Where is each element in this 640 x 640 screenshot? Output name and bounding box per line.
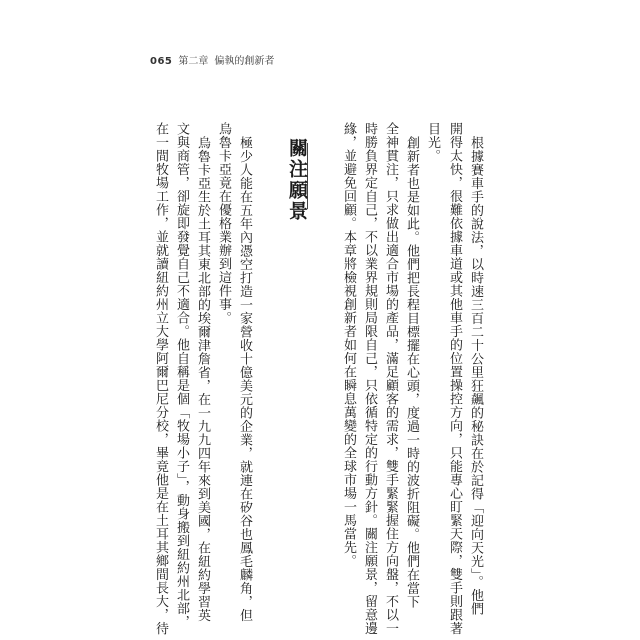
- section-heading: 關注願景: [286, 138, 308, 222]
- text-column: 在一間牧場工作，並就讀紐約州立大學阿爾巴尼分校，畢竟他是在土耳其鄉間長大，待: [153, 122, 168, 635]
- running-header: [150, 52, 274, 67]
- text-column: 文與商管，卻旋即發覺自己不適合。他自稱是個「牧場小子」，動身搬到紐約州北部，: [174, 122, 189, 629]
- text-column: 極少人能在五年內憑空打造一家營收十億美元的企業，就連在矽谷也鳳毛麟角，但: [237, 136, 252, 622]
- text-column: 全神貫注，只求做出適合市場的產品，滿足顧客的需求，雙手緊緊握住方向盤，不以一: [383, 122, 398, 635]
- text-column: 時勝負界定自己，不以業界規則局限自己，只依循特定的行動方針。關注願景，留意邊: [362, 122, 377, 635]
- text-column: 緣，並避免回顧。本章將檢視創新者如何在瞬息萬變的全球市場一馬當先。: [341, 122, 356, 568]
- chapter-title: 偏執的創新者: [214, 56, 275, 67]
- text-column: 根據賽車手的說法，以時速三百二十公里狂飆的秘訣在於記得「迎向天光」。他們: [468, 136, 483, 616]
- text-column: 烏魯卡亞生於土耳其東北部的埃爾津詹省，在一九九四年來到美國，在紐約學習英: [195, 136, 210, 622]
- text-column: 開得太快，很難依據車道或其他車手的位置操控方向，只能專心盯緊天際，雙手則跟著: [447, 122, 462, 635]
- text-column: 創新者也是如此。他們把長程目標擺在心頭，度過一時的波折阻礙。他們在當下: [404, 136, 419, 609]
- text-column: 目光。: [425, 122, 440, 163]
- page-number: 065: [150, 56, 173, 67]
- chapter-label: 第二章: [178, 56, 209, 67]
- text-column: 烏魯卡亞竟在優格業辦到這件事。: [216, 122, 231, 325]
